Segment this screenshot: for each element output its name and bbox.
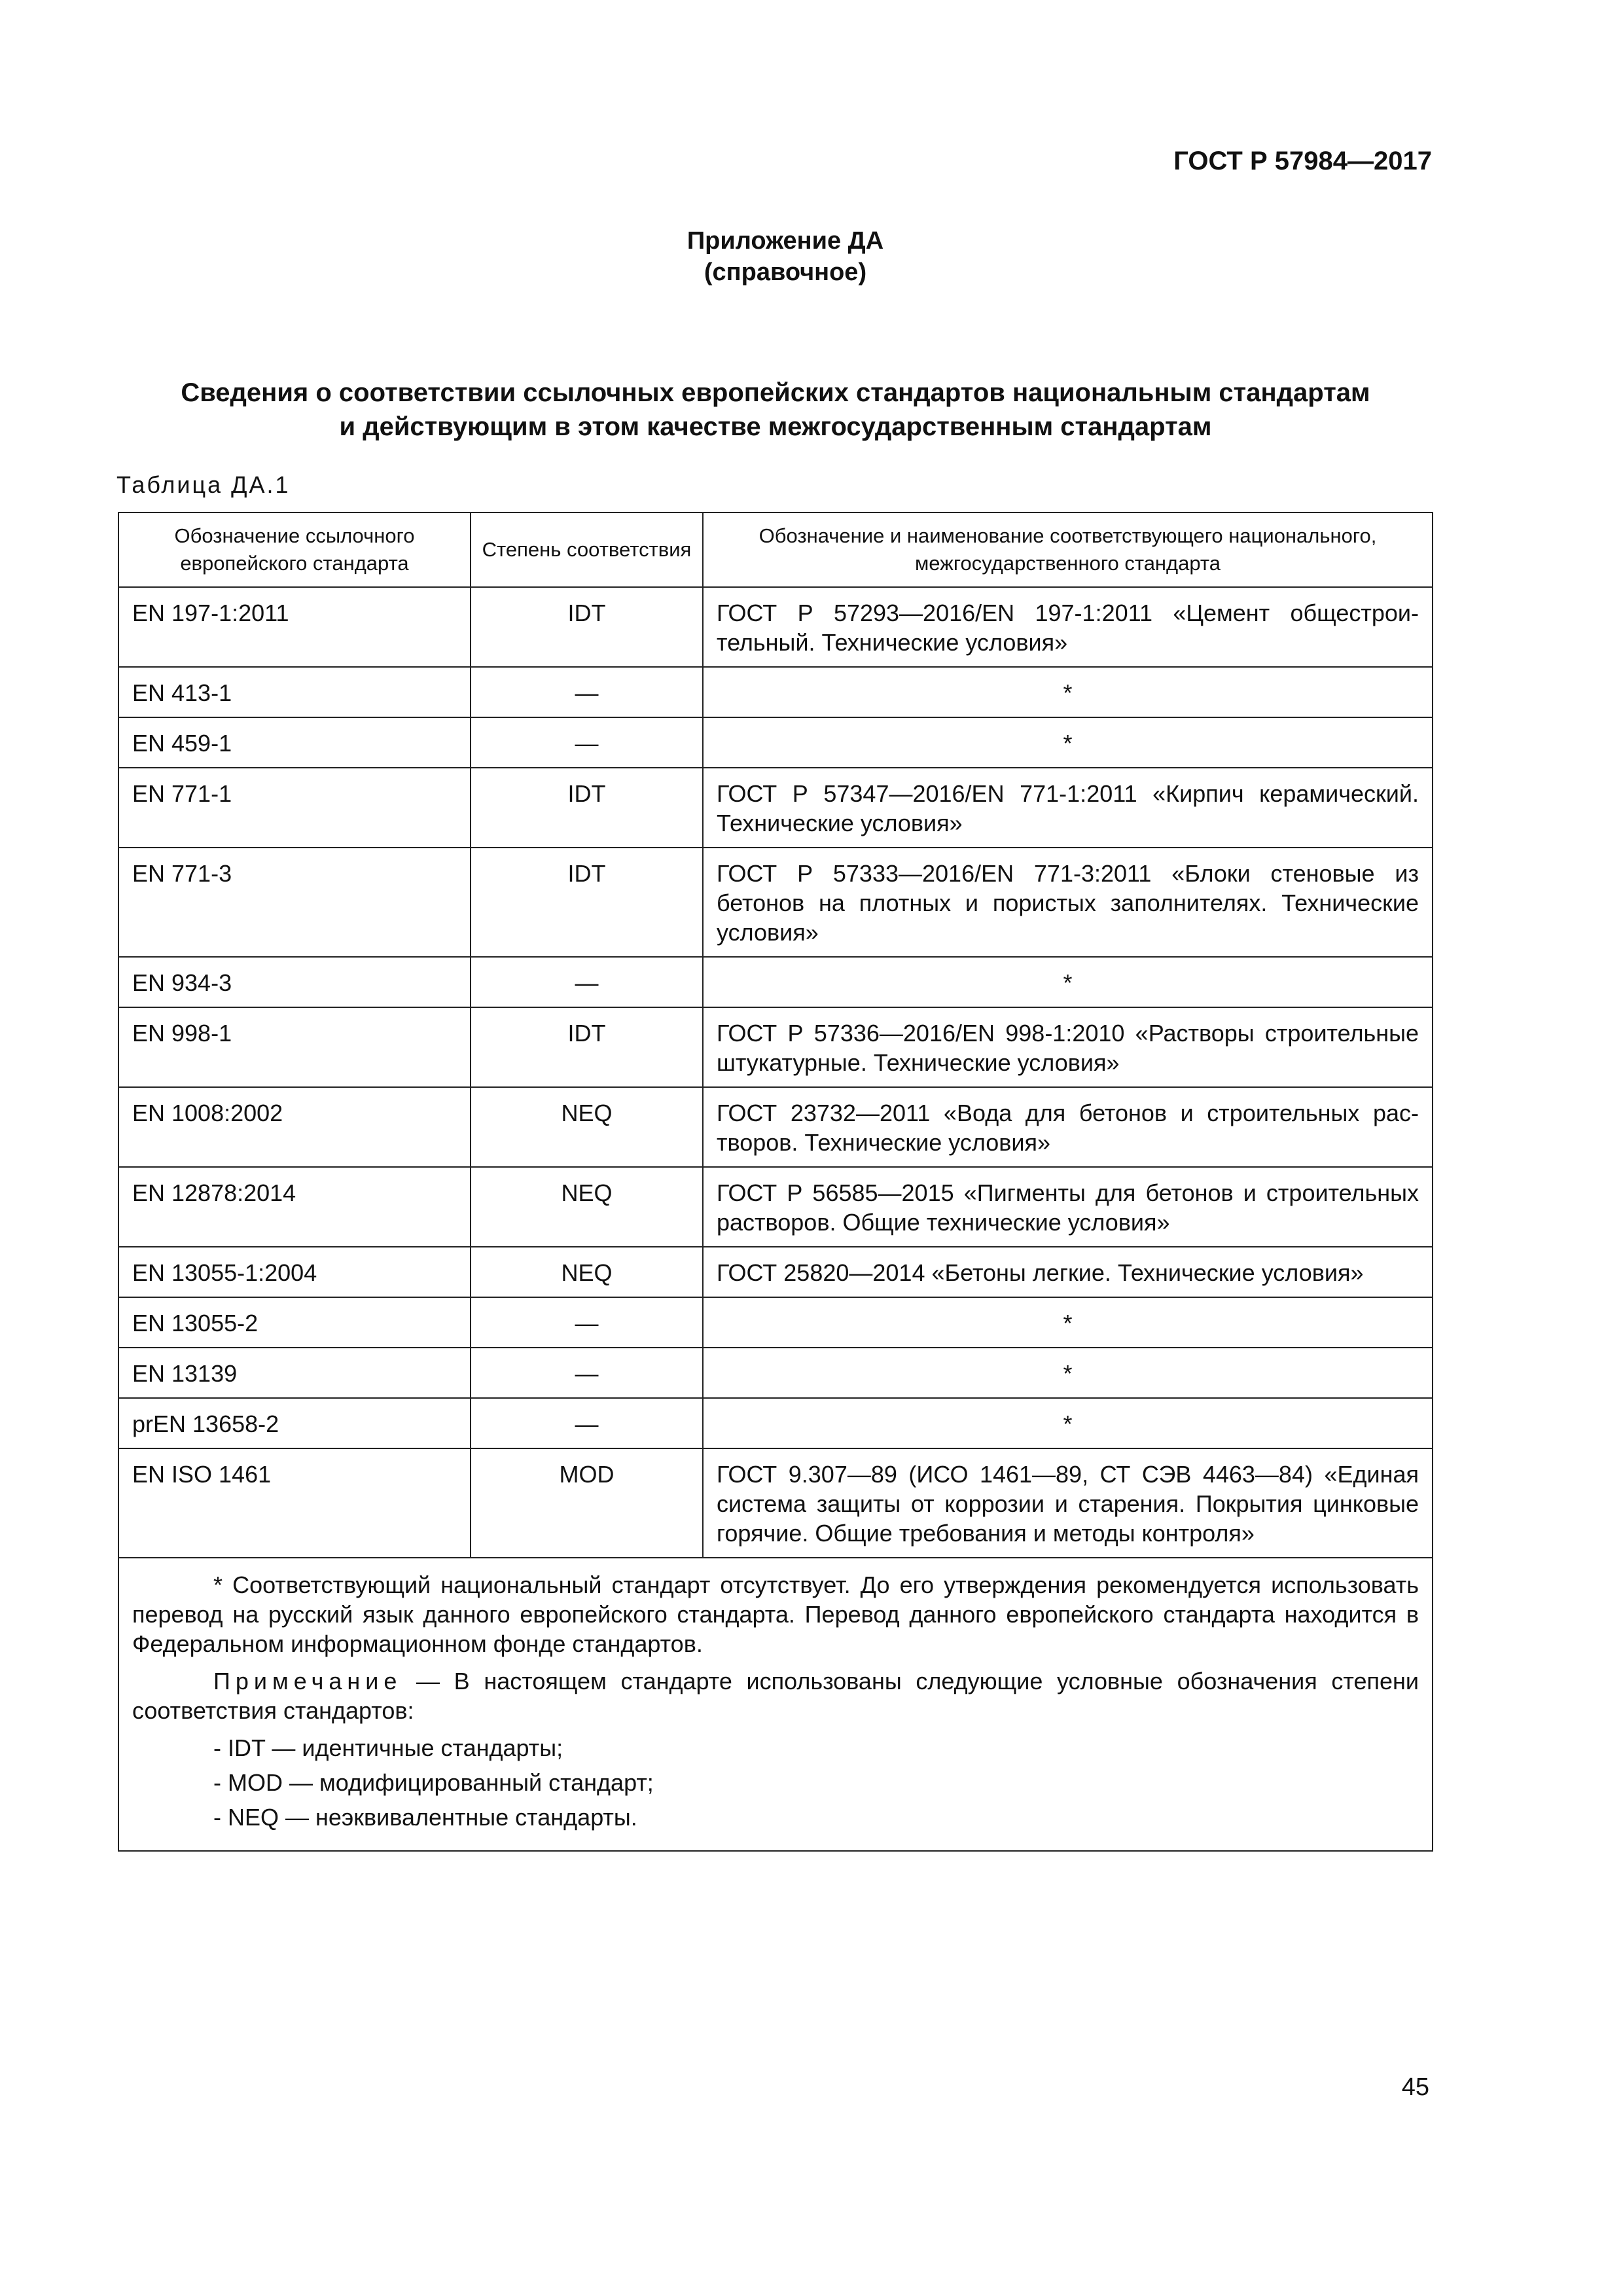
cell-standard: EN 771-1 <box>118 768 471 848</box>
cell-national: ГОСТ Р 57347—2016/EN 771-1:2011 «Кирпич керамический. Технические условия» <box>703 768 1433 848</box>
cell-national: ГОСТ 25820—2014 «Бетоны легкие. Технические условия» <box>703 1247 1433 1297</box>
cell-standard: EN 934-3 <box>118 957 471 1007</box>
cell-standard: EN 998-1 <box>118 1007 471 1087</box>
cell-degree: NEQ <box>471 1247 703 1297</box>
table-row <box>118 1448 1433 1558</box>
cell-degree: NEQ <box>471 1087 703 1167</box>
table-row <box>118 1247 1433 1297</box>
cell-degree: IDT <box>471 587 703 667</box>
page-number: 45 <box>1401 2073 1429 2101</box>
cell-national: * <box>703 1297 1433 1348</box>
note-label: Примечание <box>213 1668 402 1695</box>
cell-standard: EN 197-1:2011 <box>118 587 471 667</box>
cell-standard: EN 459-1 <box>118 717 471 768</box>
table-row <box>118 667 1433 717</box>
cell-standard: prEN 13658-2 <box>118 1398 471 1448</box>
table-row <box>118 1348 1433 1398</box>
cell-standard: EN 13139 <box>118 1348 471 1398</box>
cell-degree: — <box>471 667 703 717</box>
table-row <box>118 957 1433 1007</box>
cell-degree: — <box>471 1348 703 1398</box>
cell-degree: IDT <box>471 768 703 848</box>
cell-degree: IDT <box>471 848 703 957</box>
cell-national: * <box>703 667 1433 717</box>
column-header-degree: Степень соответствия <box>471 512 703 587</box>
legend-item-idt: - IDT — идентичные стандарты; <box>213 1734 563 1761</box>
cell-national: * <box>703 717 1433 768</box>
table-row <box>118 1398 1433 1448</box>
cell-national: ГОСТ 23732—2011 «Вода для бетонов и строительных растворов. Технические условия» <box>703 1087 1433 1167</box>
table-row <box>118 1167 1433 1247</box>
table-footer-row <box>118 1558 1433 1851</box>
table-row <box>118 717 1433 768</box>
table-row <box>118 848 1433 957</box>
note-text: — В настоящем стандарте использованы следующие условные обозначения степени соответствия стандартов: <box>132 1668 1419 1724</box>
cell-standard: EN 13055-1:2004 <box>118 1247 471 1297</box>
table-footnotes <box>118 1558 1433 1851</box>
table-caption: Таблица ДА.1 <box>116 471 291 498</box>
section-title-line-2: и действующим в этом качестве межгосударственным стандартам <box>339 412 1212 441</box>
cell-standard: EN 12878:2014 <box>118 1167 471 1247</box>
appendix-subtitle: (справочное) <box>704 259 867 286</box>
table-row <box>118 1297 1433 1348</box>
legend-item-neq: - NEQ — неэквивалентные стандарты. <box>213 1804 637 1831</box>
document-code: ГОСТ Р 57984—2017 <box>1173 147 1432 175</box>
cell-standard: EN 413-1 <box>118 667 471 717</box>
cell-degree: — <box>471 717 703 768</box>
cell-standard: EN ISO 1461 <box>118 1448 471 1558</box>
cell-national: ГОСТ Р 57333—2016/EN 771-3:2011 «Блоки стеновые из бетонов на плотных и пористых заполнителях. Технические условия» <box>703 848 1433 957</box>
section-title-line-1: Сведения о соответствии ссылочных европейских стандартов национальным стандартам <box>181 378 1370 407</box>
table-row <box>118 768 1433 848</box>
cell-degree: MOD <box>471 1448 703 1558</box>
cell-degree: NEQ <box>471 1167 703 1247</box>
table-row <box>118 1007 1433 1087</box>
appendix-heading <box>0 225 1571 288</box>
correspondence-table <box>118 512 1433 1852</box>
cell-national: * <box>703 1348 1433 1398</box>
section-title <box>118 376 1433 444</box>
cell-standard: EN 13055-2 <box>118 1297 471 1348</box>
cell-degree: — <box>471 1297 703 1348</box>
appendix-title: Приложение ДА <box>687 227 884 255</box>
cell-degree: — <box>471 1398 703 1448</box>
cell-standard: EN 771-3 <box>118 848 471 957</box>
cell-national: ГОСТ Р 57293—2016/EN 197-1:2011 «Цемент общестроительный. Технические условия» <box>703 587 1433 667</box>
cell-national: * <box>703 957 1433 1007</box>
cell-national: * <box>703 1398 1433 1448</box>
footnote-asterisk: * Соответствующий национальный стандарт отсутствует. До его утверждения рекомендуется использовать перевод на русский язык данного европейского стандарта. Перевод данного европейского стандарта находится в Федеральном информационном фонде стандартов. <box>132 1571 1419 1657</box>
cell-degree: — <box>471 957 703 1007</box>
cell-national: ГОСТ Р 56585—2015 «Пигменты для бетонов и строительных растворов. Общие технические условия» <box>703 1167 1433 1247</box>
cell-national: ГОСТ 9.307—89 (ИСО 1461—89, СТ СЭВ 4463—84) «Единая система защиты от коррозии и старения. Покрытия цинковые горячие. Общие требования и методы контроля» <box>703 1448 1433 1558</box>
cell-standard: EN 1008:2002 <box>118 1087 471 1167</box>
legend-item-mod: - MOD — модифицированный стандарт; <box>213 1769 654 1796</box>
cell-national: ГОСТ Р 57336—2016/EN 998-1:2010 «Растворы строительные штукатурные. Технические условия» <box>703 1007 1433 1087</box>
table-row <box>118 1087 1433 1167</box>
column-header-standard: Обозначение ссылочного европейского стандарта <box>118 512 471 587</box>
note-paragraph <box>132 1666 1419 1725</box>
table-header-row <box>118 512 1433 587</box>
column-header-national: Обозначение и наименование соответствующего национального, межгосударственного стандарта <box>703 512 1433 587</box>
cell-degree: IDT <box>471 1007 703 1087</box>
table-row <box>118 587 1433 667</box>
